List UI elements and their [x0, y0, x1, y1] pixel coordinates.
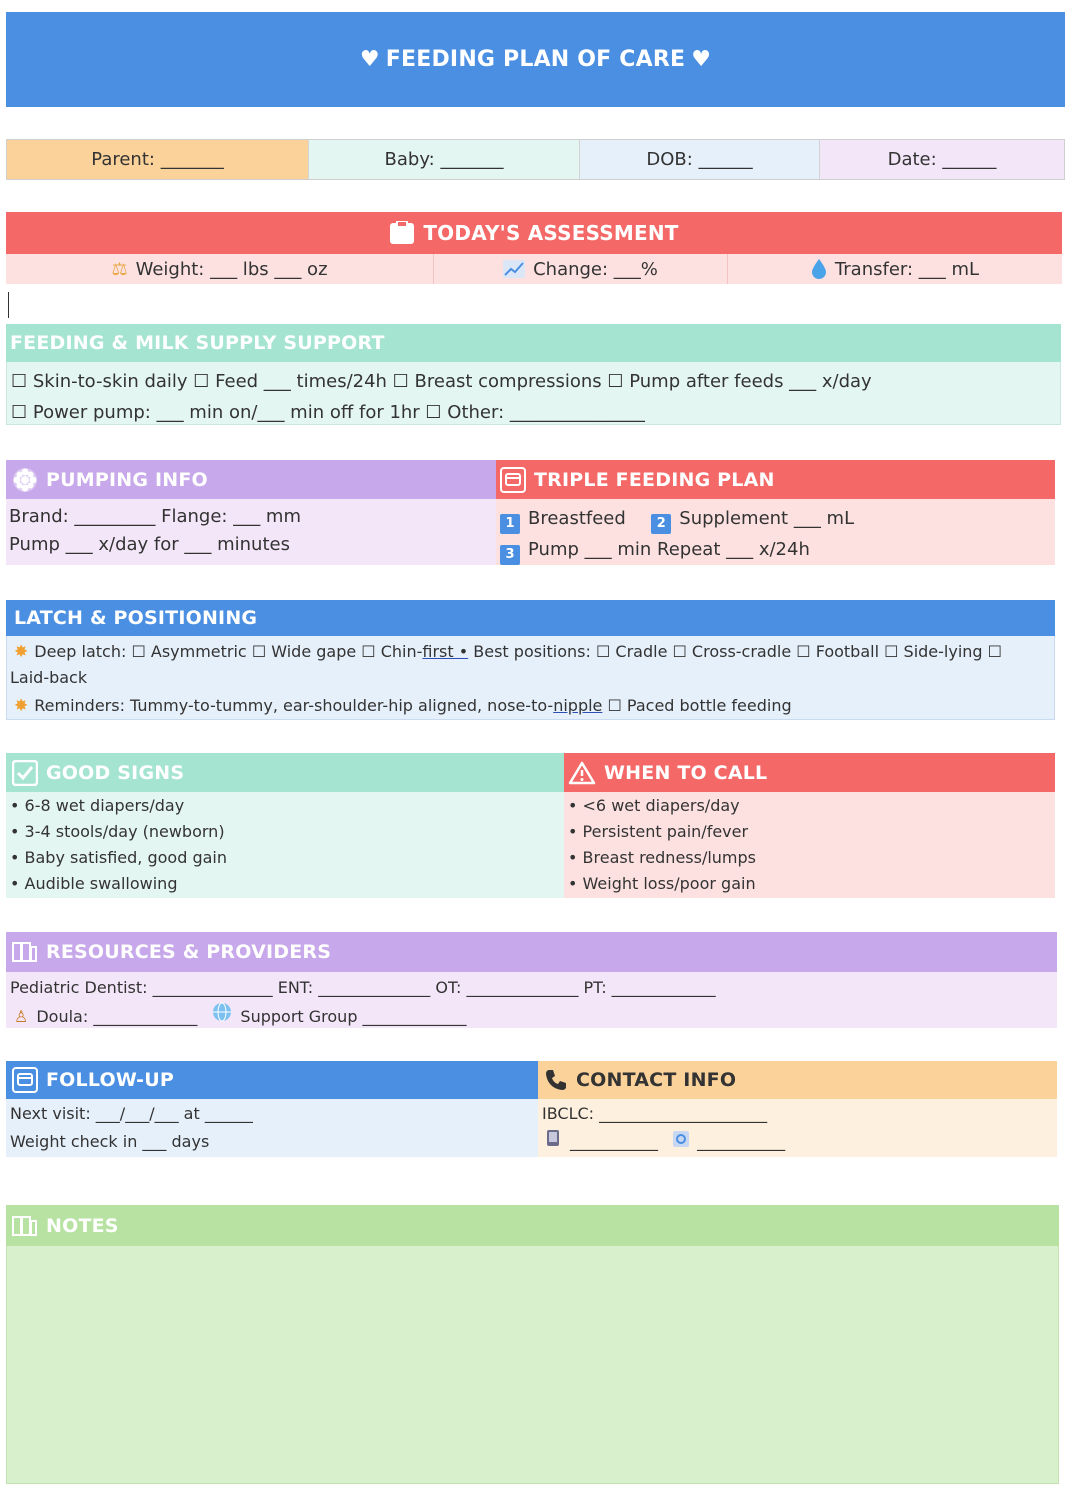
latch-line-1[interactable] — [10, 639, 1051, 665]
list-item: • Baby satisfied, good gain — [10, 848, 227, 867]
transfer-label: Transfer: ___ mL — [834, 258, 980, 280]
contact-info-title: CONTACT INFO — [576, 1069, 737, 1091]
books-icon — [12, 1214, 38, 1238]
latch-body — [6, 636, 1055, 720]
warning-icon — [568, 761, 596, 785]
parent-label: Parent: _______ — [91, 149, 224, 170]
triple-feeding-body — [496, 499, 1055, 565]
dob-label: DOB: ______ — [646, 149, 753, 170]
latch-line-2[interactable]: Laid-back — [10, 668, 88, 687]
list-item: • 6-8 wet diapers/day — [10, 796, 185, 815]
pump-repeat-label[interactable]: Pump ___ min Repeat ___ x/24h — [528, 539, 810, 560]
number-2-icon: 2 — [651, 514, 671, 534]
triple-feeding-title: TRIPLE FEEDING PLAN — [534, 468, 775, 491]
assessment-title: TODAY'S ASSESSMENT — [423, 221, 679, 245]
flower-icon — [12, 467, 38, 493]
next-visit-line[interactable]: Next visit: ___/___/___ at ______ — [10, 1104, 253, 1123]
baby-label: Baby: _______ — [384, 149, 504, 170]
best-positions-text: Best positions: ☐ Cradle ☐ Cross-cradle ☐ Football ☐ Side-lying ☐ — [468, 642, 1003, 661]
pumping-info-body — [6, 499, 496, 565]
doula-label[interactable]: Doula: _____________ — [36, 1007, 198, 1026]
weight-label: Weight: ___ lbs ___ oz — [135, 258, 328, 280]
scale-icon: ⚖ — [111, 258, 128, 280]
page-title-banner — [6, 12, 1065, 107]
droplet-icon — [811, 259, 827, 279]
feeding-support-line-2[interactable]: ☐ Power pump: ___ min on/___ min off for 1hr ☐ Other: _______________ — [11, 402, 645, 423]
when-to-call-body — [564, 792, 1055, 898]
good-signs-body — [6, 792, 564, 898]
support-group-label[interactable]: Support Group _____________ — [240, 1007, 467, 1026]
supplement-label[interactable]: Supplement ___ mL — [679, 508, 855, 529]
list-item: • Persistent pain/fever — [568, 822, 749, 841]
nipple-text: nipple — [553, 696, 603, 715]
email-field[interactable]: ___________ — [697, 1132, 786, 1151]
parent-field[interactable] — [7, 140, 309, 179]
number-1-icon: 1 — [500, 514, 520, 534]
doula-icon: ♙ — [14, 1007, 29, 1026]
breastfeed-label[interactable]: Breastfeed — [528, 508, 626, 529]
books-icon — [12, 940, 38, 964]
phone-device-icon — [546, 1129, 560, 1147]
triple-feeding-header — [496, 460, 1055, 499]
assessment-header — [6, 212, 1062, 254]
follow-up-body — [6, 1099, 538, 1157]
checkbox-icon — [12, 760, 38, 786]
assessment-row — [6, 254, 1062, 284]
list-item: • Audible swallowing — [10, 874, 178, 893]
weight-check-line[interactable]: Weight check in ___ days — [10, 1132, 210, 1151]
contact-line-2 — [542, 1128, 1053, 1156]
notes-title: NOTES — [46, 1214, 119, 1237]
latch-title: LATCH & POSITIONING — [14, 607, 258, 629]
transfer-field[interactable] — [728, 254, 1062, 284]
chart-icon — [503, 260, 525, 278]
sparkle-icon: ✸ — [14, 642, 29, 662]
page-title: FEEDING PLAN OF CARE — [385, 47, 686, 72]
contact-info-body — [538, 1099, 1057, 1157]
good-signs-header — [6, 753, 564, 792]
latch-line-3[interactable] — [10, 693, 1051, 719]
pumping-info-header — [6, 460, 496, 499]
deep-latch-text: Deep latch: ☐ Asymmetric ☐ Wide gape ☐ Chin- — [34, 642, 423, 661]
contact-info-header — [538, 1061, 1057, 1099]
phone-icon — [544, 1068, 568, 1092]
feeding-support-title: FEEDING & MILK SUPPLY SUPPORT — [10, 332, 385, 354]
good-signs-title: GOOD SIGNS — [46, 761, 185, 784]
paced-bottle-text: ☐ Paced bottle feeding — [602, 696, 792, 715]
calendar-icon — [12, 1067, 38, 1093]
notes-header — [6, 1205, 1059, 1246]
heart-icon: ♥ — [359, 47, 380, 72]
when-to-call-title: WHEN TO CALL — [604, 761, 768, 784]
triple-line-1 — [500, 503, 1051, 534]
text-cursor — [8, 292, 9, 318]
notes-area[interactable] — [6, 1246, 1059, 1484]
email-icon — [673, 1131, 689, 1147]
change-label: Change: ___% — [533, 258, 658, 280]
chin-first-text: first • — [422, 642, 469, 661]
pumping-info-title: PUMPING INFO — [46, 468, 208, 491]
doula-line — [10, 1002, 1053, 1031]
heart-icon: ♥ — [691, 47, 712, 72]
providers-line[interactable]: Pediatric Dentist: _______________ ENT: ______________ OT: ______________ PT: _____________ — [10, 978, 716, 997]
feeding-support-line-1[interactable]: ☐ Skin-to-skin daily ☐ Feed ___ times/24h ☐ Breast compressions ☐ Pump after feeds ___ x/day — [11, 371, 872, 392]
baby-field[interactable] — [309, 140, 580, 179]
list-item: • 3-4 stools/day (newborn) — [10, 822, 225, 841]
calendar-icon — [500, 467, 526, 493]
date-field[interactable] — [820, 140, 1064, 179]
feeding-support-header — [6, 324, 1061, 362]
dob-field[interactable] — [580, 140, 820, 179]
feeding-support-body — [6, 362, 1061, 425]
pumping-line-1[interactable]: Brand: _________ Flange: ___ mm — [9, 506, 301, 527]
triple-line-2 — [500, 534, 1051, 565]
list-item: • <6 wet diapers/day — [568, 796, 740, 815]
weight-field[interactable] — [6, 254, 434, 284]
resources-body — [6, 972, 1057, 1028]
latch-header — [6, 600, 1055, 636]
follow-up-header — [6, 1061, 538, 1099]
globe-icon — [212, 1002, 232, 1022]
when-to-call-header — [564, 753, 1055, 792]
resources-header — [6, 932, 1057, 972]
ibclc-line[interactable]: IBCLC: _____________________ — [542, 1104, 768, 1123]
list-item: • Breast redness/lumps — [568, 848, 757, 867]
reminders-text: Reminders: Tummy-to-tummy, ear-shoulder-hip aligned, nose-to- — [34, 696, 554, 715]
follow-up-title: FOLLOW-UP — [46, 1069, 174, 1091]
sparkle-icon: ✸ — [14, 696, 29, 716]
date-label: Date: ______ — [887, 149, 997, 170]
list-item: • Weight loss/poor gain — [568, 874, 756, 893]
change-field[interactable] — [434, 254, 728, 284]
number-3-icon: 3 — [500, 545, 520, 565]
pumping-line-2[interactable]: Pump ___ x/day for ___ minutes — [9, 534, 290, 555]
patient-info-row — [6, 139, 1065, 180]
phone-field[interactable]: ___________ — [570, 1132, 658, 1151]
resources-title: RESOURCES & PROVIDERS — [46, 941, 332, 963]
clipboard-icon — [389, 221, 415, 245]
